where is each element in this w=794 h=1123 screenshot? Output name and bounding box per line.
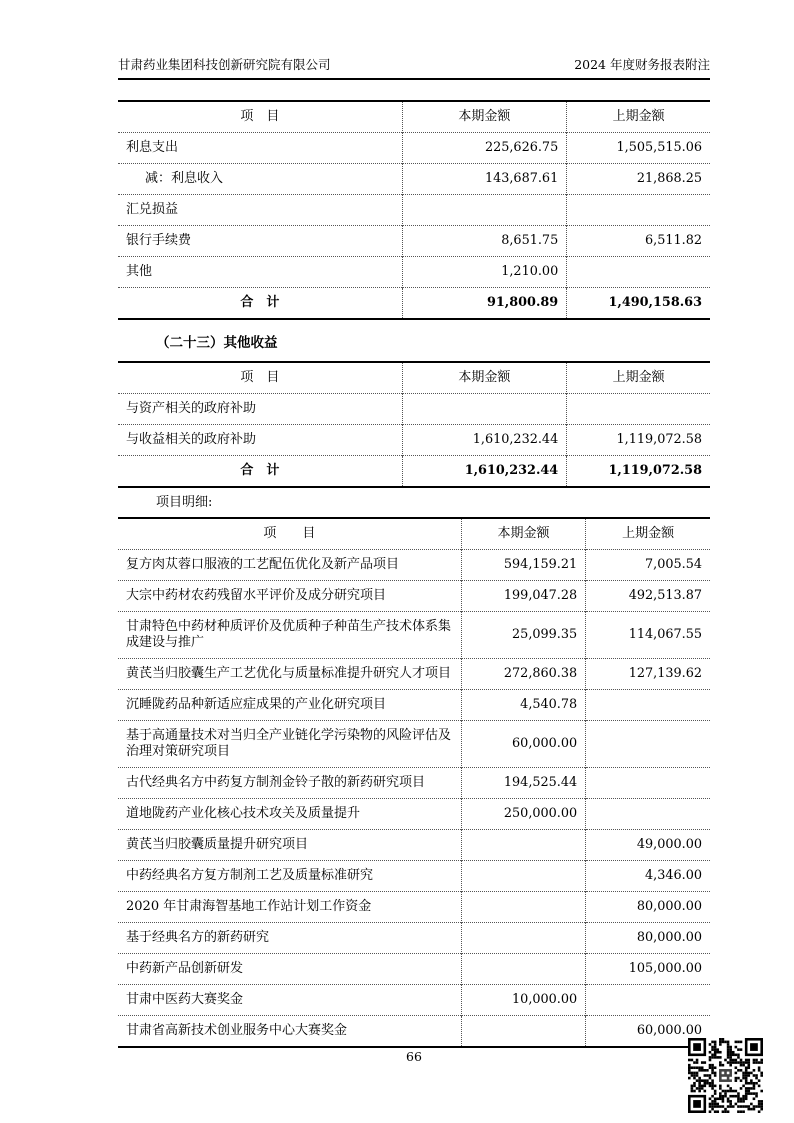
prior-amount-cell [586, 690, 710, 721]
current-amount-cell [461, 1016, 585, 1048]
row-label: 其他 [126, 264, 153, 279]
prior-amount-cell: 1,119,072.58 [567, 425, 710, 456]
project-name: 基于高通量技术对当归全产业链化学污染物的风险评估及治理对策研究项目 [126, 728, 452, 759]
current-amount-cell [461, 923, 585, 954]
current-amount-cell: 25,099.35 [461, 612, 585, 659]
project-name: 甘肃特色中药材种质评价及优质种子种苗生产技术体系集成建设与推广 [126, 619, 452, 650]
table-row [118, 257, 710, 288]
table-header-row [118, 362, 710, 394]
row-label: 利息支出 [126, 140, 179, 155]
table-header-row [118, 101, 710, 133]
company-name: 甘肃药业集团科技创新研究院有限公司 [118, 57, 331, 72]
column-header-current-amount: 本期金额 [402, 101, 567, 133]
project-name: 基于经典名方的新药研究 [126, 930, 270, 945]
column-header-item: 项 目 [240, 109, 280, 124]
current-amount-cell: 272,860.38 [461, 659, 585, 690]
current-amount-cell: 60,000.00 [461, 721, 585, 768]
table-row [118, 550, 710, 581]
table-row [118, 1016, 710, 1048]
current-amount-cell: 199,047.28 [461, 581, 585, 612]
project-detail-table [118, 517, 710, 1048]
current-amount-cell: 8,651.75 [402, 226, 567, 257]
total-prior-amount: 1,490,158.63 [567, 288, 710, 320]
project-name: 古代经典名方中药复方制剂金铃子散的新药研究项目 [126, 775, 426, 790]
prior-amount-cell: 60,000.00 [586, 1016, 710, 1048]
current-amount-cell: 594,159.21 [461, 550, 585, 581]
total-prior-amount: 1,119,072.58 [567, 456, 710, 488]
prior-amount-cell [567, 394, 710, 425]
section-title: （二十三）其他收益 [156, 335, 278, 351]
row-label: 与资产相关的政府补助 [126, 401, 257, 416]
table-header-row [118, 518, 710, 550]
prior-amount-cell: 4,346.00 [586, 861, 710, 892]
project-name: 2020 年甘肃海智基地工作站计划工作资金 [126, 899, 372, 914]
table-row [118, 581, 710, 612]
table-row [118, 985, 710, 1016]
current-amount-cell [402, 394, 567, 425]
current-amount-cell [461, 830, 585, 861]
column-header-current-amount: 本期金额 [402, 362, 567, 394]
column-header-prior-amount: 上期金额 [586, 518, 710, 550]
prior-amount-cell: 21,868.25 [567, 164, 710, 195]
prior-amount-cell: 127,139.62 [586, 659, 710, 690]
prior-amount-cell: 80,000.00 [586, 923, 710, 954]
table-row [118, 923, 710, 954]
prior-amount-cell: 492,513.87 [586, 581, 710, 612]
prior-amount-cell [586, 721, 710, 768]
current-amount-cell [461, 892, 585, 923]
current-amount-cell [461, 861, 585, 892]
prior-amount-cell [586, 985, 710, 1016]
prior-amount-cell [586, 768, 710, 799]
prior-amount-cell: 6,511.82 [567, 226, 710, 257]
total-current-amount: 91,800.89 [402, 288, 567, 320]
detail-label: 项目明细: [156, 495, 213, 510]
current-amount-cell: 250,000.00 [461, 799, 585, 830]
column-header-item: 项 目 [240, 370, 280, 385]
page-header [118, 0, 710, 80]
prior-amount-cell: 114,067.55 [586, 612, 710, 659]
qr-code [688, 1038, 763, 1113]
current-amount-cell: 4,540.78 [461, 690, 585, 721]
table-row [118, 425, 710, 456]
total-row [118, 288, 710, 320]
row-label: 汇兑损益 [126, 202, 179, 217]
table-row [118, 830, 710, 861]
current-amount-cell: 10,000.00 [461, 985, 585, 1016]
current-amount-cell: 194,525.44 [461, 768, 585, 799]
table-row [118, 133, 710, 164]
project-name: 黄芪当归胶囊质量提升研究项目 [126, 837, 309, 852]
other-income-table [118, 361, 710, 488]
column-header-prior-amount: 上期金额 [567, 101, 710, 133]
project-name: 沉睡陇药品种新适应症成果的产业化研究项目 [126, 697, 387, 712]
table-row [118, 768, 710, 799]
project-name: 道地陇药产业化核心技术攻关及质量提升 [126, 806, 361, 821]
prior-amount-cell [586, 799, 710, 830]
prior-amount-cell: 80,000.00 [586, 892, 710, 923]
prior-amount-cell [567, 257, 710, 288]
table-row [118, 659, 710, 690]
project-name: 大宗中药材农药残留水平评价及成分研究项目 [126, 588, 387, 603]
project-name: 复方肉苁蓉口服液的工艺配伍优化及新产品项目 [126, 557, 400, 572]
row-label: 减：利息收入 [145, 171, 224, 186]
prior-amount-cell: 7,005.54 [586, 550, 710, 581]
column-header-current-amount: 本期金额 [461, 518, 585, 550]
table-row [118, 226, 710, 257]
column-header-prior-amount: 上期金额 [567, 362, 710, 394]
project-name: 黄芪当归胶囊生产工艺优化与质量标准提升研究人才项目 [126, 666, 452, 681]
table-row [118, 861, 710, 892]
prior-amount-cell: 1,505,515.06 [567, 133, 710, 164]
row-label: 与收益相关的政府补助 [126, 432, 257, 447]
total-current-amount: 1,610,232.44 [402, 456, 567, 488]
table-row [118, 164, 710, 195]
project-name: 中药经典名方复方制剂工艺及质量标准研究 [126, 868, 374, 883]
project-name: 甘肃省高新技术创业服务中心大赛奖金 [126, 1023, 348, 1038]
table-row [118, 394, 710, 425]
current-amount-cell: 1,210.00 [402, 257, 567, 288]
current-amount-cell: 225,626.75 [402, 133, 567, 164]
current-amount-cell: 143,687.61 [402, 164, 567, 195]
row-label: 银行手续费 [126, 233, 192, 248]
financial-expense-table [118, 100, 710, 320]
page-number: 66 [406, 1049, 422, 1064]
prior-amount-cell [567, 195, 710, 226]
table-row [118, 612, 710, 659]
column-header-item: 项 目 [263, 526, 316, 541]
table-row [118, 954, 710, 985]
total-label: 合 计 [240, 295, 280, 310]
table-row [118, 721, 710, 768]
project-name: 甘肃中医药大赛奖金 [126, 992, 244, 1007]
total-label: 合 计 [240, 463, 280, 478]
prior-amount-cell: 105,000.00 [586, 954, 710, 985]
current-amount-cell [402, 195, 567, 226]
table-row [118, 892, 710, 923]
total-row [118, 456, 710, 488]
table-row [118, 799, 710, 830]
doc-title: 2024 年度财务报表附注 [574, 57, 710, 72]
project-name: 中药新产品创新研发 [126, 961, 244, 976]
current-amount-cell [461, 954, 585, 985]
prior-amount-cell: 49,000.00 [586, 830, 710, 861]
table-row [118, 690, 710, 721]
table-row [118, 195, 710, 226]
current-amount-cell: 1,610,232.44 [402, 425, 567, 456]
